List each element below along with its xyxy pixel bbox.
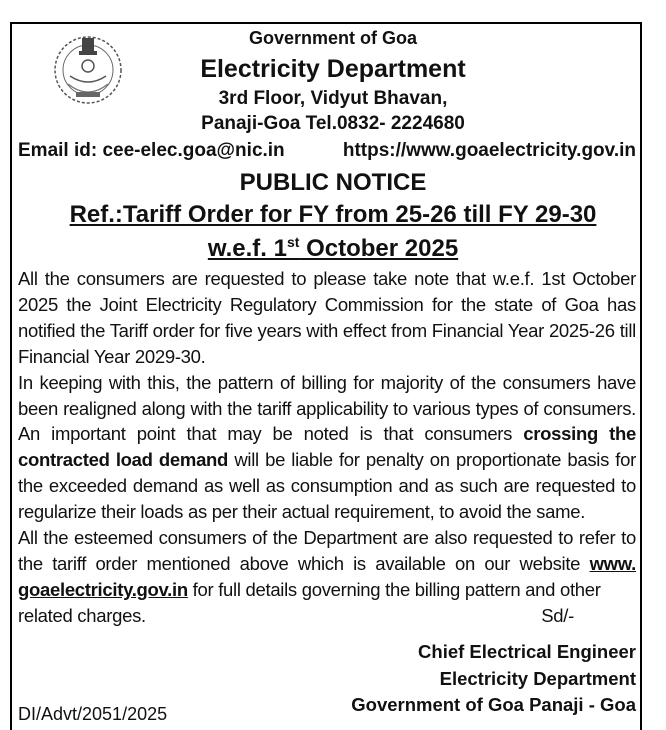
- paragraph-3: [18, 525, 636, 603]
- paragraph-3-end: related charges.: [18, 604, 146, 626]
- signature-block: [351, 639, 636, 719]
- paragraph-2-text-b: will be liable for penalty on proportionate basis for the exceeded demand as well as consumption and as such are requested to regularize their loads as per their actual requirement, to avoid the same.: [18, 449, 636, 523]
- effective-date-suffix-sup: st: [286, 234, 300, 250]
- contact-row: [18, 140, 636, 162]
- paragraph-3-text-b: for full details governing the billing pattern and other: [187, 578, 601, 600]
- website-link[interactable]: https://www.goaelectricity.gov.in: [342, 140, 636, 161]
- paragraph-2-text-a: In keeping with this, the pattern of billing for majority of the consumers have been realigned along with the tariff applicability to various types of consumers. An important point that may be noted is that consumers: [18, 371, 636, 445]
- notice-reference: Ref.:Tariff Order for FY from 25-26 till FY 29-30: [69, 201, 597, 228]
- advertisement-reference: DI/Advt/2051/2025: [18, 704, 168, 724]
- email-contact: Email id: cee-elec.goa@nic.in: [18, 140, 285, 161]
- paragraph-3-text-a: All the esteemed consumers of the Department are also requested to refer to the tariff order mentioned above which is available on our website: [18, 527, 636, 574]
- closing-row: [18, 603, 636, 629]
- effective-date-prefix: w.e.f. 1: [207, 235, 287, 262]
- notice-title: PUBLIC NOTICE: [239, 169, 427, 196]
- paragraph-2-bold: crossing the contracted load demand: [18, 423, 636, 471]
- government-heading: Government of Goa: [248, 28, 418, 48]
- address-line-2: Panaji-Goa Tel.0832- 2224680: [201, 113, 465, 134]
- website-inline-link[interactable]: www. goaelectricity.gov.in: [18, 552, 636, 600]
- paragraph-1: All the consumers are requested to please take note that w.e.f. 1st October 2025 the Joint Electricity Regulatory Commission for the state of Goa has notified the Tariff order for five years with effect from Financial Year 2025-26 till Financial Year 2029-30.: [18, 268, 636, 367]
- notice-body: [18, 266, 636, 629]
- paragraph-2: [18, 370, 636, 525]
- address-line-1: 3rd Floor, Vidyut Bhavan,: [218, 88, 448, 109]
- signed-mark: Sd/-: [541, 604, 574, 626]
- effective-date-month: October 2025: [299, 235, 459, 262]
- department-heading: Electricity Department: [200, 55, 466, 83]
- signatory-government: Government of Goa Panaji - Goa: [351, 694, 636, 715]
- signatory-department: Electricity Department: [439, 667, 636, 689]
- signatory-title: Chief Electrical Engineer: [418, 641, 636, 662]
- effective-date: [0, 234, 666, 263]
